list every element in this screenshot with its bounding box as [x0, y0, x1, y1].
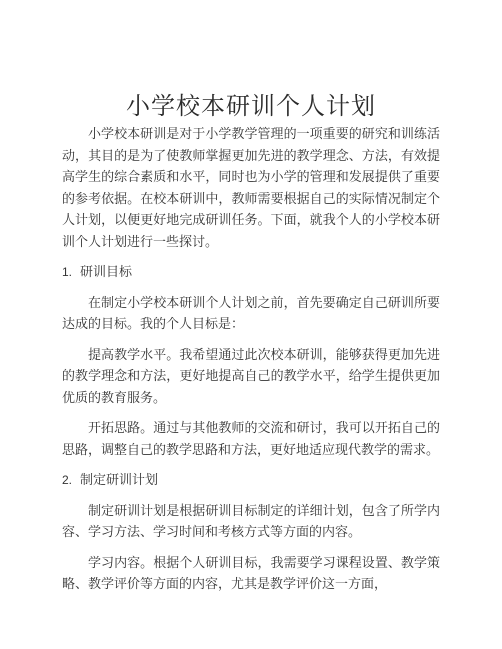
plan-intro-paragraph: 制定研训计划是根据研训目标制定的详细计划，包含了所学内容、学习方法、学习时间和考核方式等方面的内容。	[62, 503, 440, 540]
section-heading-goals	[62, 262, 440, 284]
section-heading-plan	[62, 470, 440, 492]
goal-broaden-thinking-paragraph: 开拓思路。通过与其他教师的交流和研讨，我可以开拓自己的思路，调整自己的教学思路和方法，更好地适应现代教学的需求。	[62, 421, 440, 458]
goals-intro-paragraph: 在制定小学校本研训个人计划之前，首先要确定自己研训所要达成的目标。我的个人目标是：	[62, 295, 440, 332]
section-heading-text: 研训目标	[80, 265, 133, 280]
goal-teaching-level-paragraph: 提高教学水平。我希望通过此次校本研训，能够获得更加先进的教学理念和方法，更好地提高自己的教学水平，给学生提供更加优质的教育服务。	[62, 347, 440, 406]
document-body	[62, 124, 440, 605]
section-number: 1.	[62, 265, 73, 279]
section-number: 2.	[62, 473, 73, 487]
section-heading-text: 制定研训计划	[80, 473, 159, 488]
intro-paragraph: 小学校本研训是对于小学教学管理的一项重要的研究和训练活动，其目的是为了使教师掌握更加先进的教学理念、方法，有效提高学生的综合素质和水平，同时也为小学的管理和发展提供了重要的参考依据。在校本研训中，教师需要根据自己的实际情况制定个人计划，以便更好地完成研训任务。下面，就我个人的小学校本研训个人计划进行一些探讨。	[62, 127, 440, 250]
plan-content-paragraph: 学习内容。根据个人研训目标，我需要学习课程设置、教学策略、教学评价等方面的内容，尤其是教学评价这一方面，	[62, 555, 440, 592]
document-title: 小学校本研训个人计划	[126, 92, 376, 120]
